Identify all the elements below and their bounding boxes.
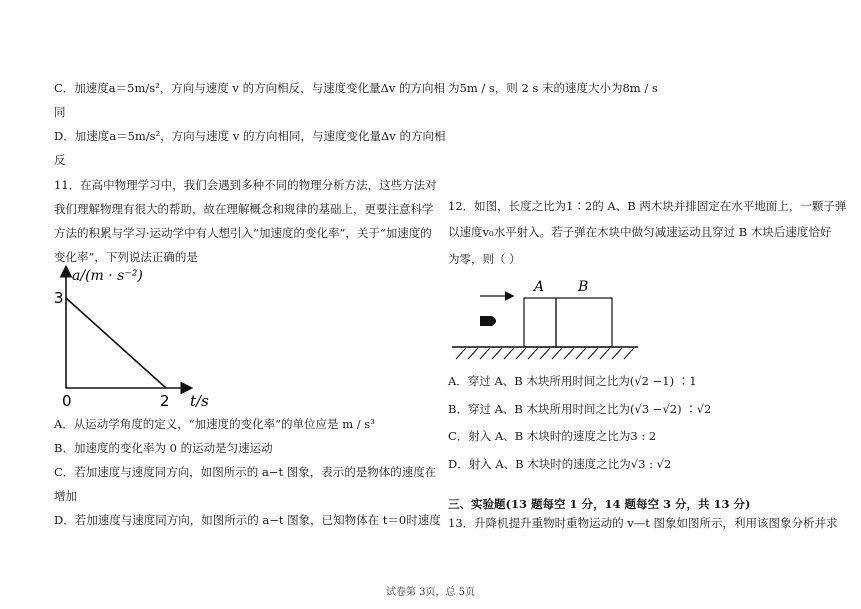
x-axis-label: t/s: [190, 392, 209, 410]
question-12-line2: 以速度v₀水平射入。若子弹在木块中做匀减速运动且穿过 B 木块后速度恰好: [448, 225, 832, 239]
question-11-option-b: B．加速度的变化率为 0 的运动是匀速运动: [54, 441, 273, 455]
question-12-option-c: C．射入 A、B 木块时的速度之比为3 : 2: [448, 429, 657, 443]
question-11-option-c-line2: 增加: [54, 489, 77, 503]
y-intercept-label: 3: [54, 289, 64, 307]
question-12-line1: 12．如图，长度之比为1∶2的 A、B 两木块并排固定在水平地面上，一颗子弹: [448, 199, 847, 213]
question-11-line1: 11．在高中物理学习中，我们会遇到多种不同的物理分析方法，这些方法对: [54, 178, 437, 192]
page-footer: 试卷第 3页，总 5页: [385, 587, 476, 598]
question-11-option-d-line1: D．若加速度与速度同方向，如图所示的 a−t 图象，已知物体在 t＝0时速度: [54, 513, 441, 527]
question-11-option-d-line2: 为5m / s，则 2 s 末的速度大小为8m / s: [448, 81, 658, 95]
question-11-line3: 方法的积累与学习·运动学中有人想引入“加速度的变化率”，关于“加速度的: [54, 226, 432, 240]
question-11-line4: 变化率”，下列说法正确的是: [54, 250, 198, 264]
a-t-line: [66, 298, 166, 388]
y-axis-label: a/(m · s⁻²): [72, 268, 143, 284]
question-12-line3: 为零，则（ ）: [448, 252, 521, 266]
acceleration-time-graph: [50, 264, 220, 414]
question-11-option-a: A．从运动学角度的定义，“加速度的变化率”的单位应是 m / s³: [54, 417, 375, 431]
question-13-line1: 13．升降机提升重物时重物运动的 v—t 图象如图所示，利用该图象分析并求: [448, 516, 838, 530]
question-11-option-c-line1: C．若加速度与速度同方向，如图所示的 a−t 图象，表示的是物体的速度在: [54, 465, 437, 479]
block-b-label: B: [578, 279, 589, 295]
question-11-line2: 我们理解物理有很大的帮助，故在理解概念和规律的基础上，更要注意科学: [54, 202, 434, 216]
question-12-option-b: B．穿过 A、B 木块所用时间之比为(√3 −√2) ∶√2: [448, 402, 712, 416]
origin-label: 0: [62, 392, 72, 410]
block-a-label: A: [534, 279, 545, 295]
section-title: 三、实验题(13 题每空 1 分，14 题每空 3 分，共 13 分): [448, 497, 751, 511]
question-12-option-d: D．射入 A、B 木块时的速度之比为√3 : √2: [448, 457, 672, 471]
ground-hatching: [456, 348, 634, 359]
option-c-line1: C．加速度a＝5m/s²，方向与速度 v 的方向相反，与速度变化量Δv 的方向相: [54, 81, 446, 95]
block-a: [524, 298, 556, 347]
bullet-blocks-figure: [448, 276, 643, 364]
option-d-line1: D．加速度a＝5m/s²，方向与速度 v 的方向相同，与速度变化量Δv 的方向相: [54, 129, 446, 143]
bullet-icon: [480, 316, 496, 326]
block-b: [556, 298, 612, 347]
x-intercept-label: 2: [160, 392, 170, 410]
option-d-line2: 反: [54, 153, 66, 167]
option-c-line2: 同: [54, 105, 66, 119]
question-12-option-a: A．穿过 A、B 木块所用时间之比为(√2 −1) ∶1: [448, 374, 697, 388]
